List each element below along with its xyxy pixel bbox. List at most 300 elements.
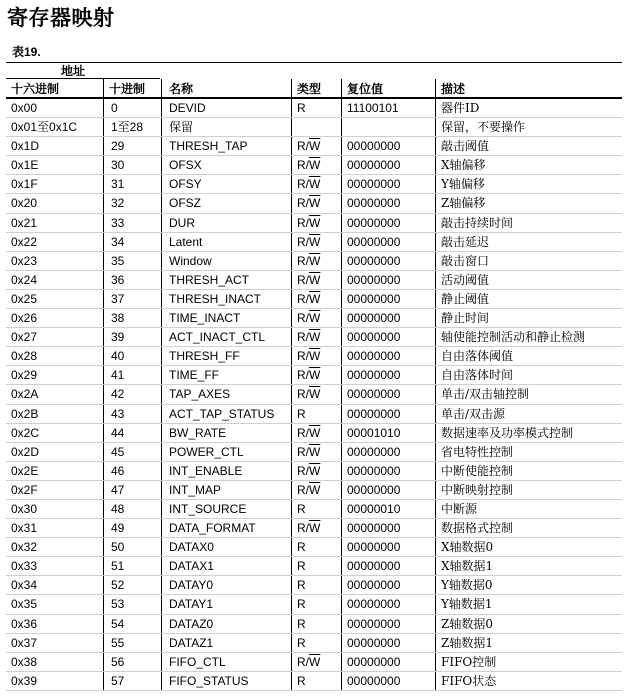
cell-register-name: DATAZ1 [169,635,214,650]
access-write-bar-part: $\overline{W}$ [309,521,321,536]
column-divider [161,79,162,97]
column-divider [435,175,436,194]
cell-access-type [297,347,320,366]
cell-description: 器件ID [441,101,480,115]
cell-reset-value: 11100101 [347,101,399,115]
column-divider [291,481,292,500]
column-divider [341,672,342,691]
column-divider [103,424,104,443]
cell-access-type [297,481,320,500]
column-divider [291,672,292,691]
access-read-part: R [297,101,306,115]
column-divider [291,290,292,309]
column-divider [291,557,292,576]
column-divider [435,271,436,290]
column-divider [435,443,436,462]
column-divider [435,99,436,118]
column-divider [161,271,162,290]
access-read-part: R [297,616,306,631]
cell-access-type [297,424,320,443]
column-divider [435,424,436,443]
cell-access-type [297,462,320,481]
column-divider [161,672,162,691]
cell-reset-value: 00000000 [347,463,401,478]
cell-register-name: THRESH_FF [169,349,240,364]
register-table-body [6,99,622,691]
cell-access-type [297,500,306,519]
column-divider [161,385,162,404]
cell-description: Z轴偏移 [441,196,486,211]
column-divider [161,137,162,156]
cell-reset-value: 00001010 [347,425,401,440]
cell-access-type [297,156,320,175]
column-divider [341,462,342,481]
column-divider [341,653,342,672]
access-read-part: R/ [297,444,309,459]
cell-dec-address: 48 [111,501,125,516]
access-write-bar-part: $\overline{W}$ [309,253,321,268]
cell-hex-address: 0x30 [11,501,38,516]
cell-access-type [297,538,306,557]
cell-description: 活动阈值 [441,272,490,287]
cell-description: 自由落体时间 [441,368,514,383]
column-divider [103,443,104,462]
cell-register-name: INT_ENABLE [169,463,243,478]
column-divider [341,328,342,347]
column-divider [341,290,342,309]
table-row [6,576,622,595]
column-divider [291,156,292,175]
column-divider [435,500,436,519]
column-divider [291,79,292,97]
cell-reset-value: 00000010 [347,501,401,516]
table-row [6,271,622,290]
access-write-bar-part: $\overline{W}$ [309,349,321,364]
cell-hex-address: 0x24 [11,272,38,287]
column-divider [103,615,104,634]
cell-register-name: OFSY [169,177,202,192]
access-read-part: R/ [297,253,309,268]
column-divider [103,328,104,347]
access-write-bar-part: $\overline{W}$ [309,215,321,230]
column-divider [161,214,162,233]
cell-register-name: DUR [169,215,195,230]
column-divider [341,481,342,500]
column-divider [103,500,104,519]
cell-dec-address: 49 [111,521,125,536]
cell-register-name: DATAX0 [169,540,214,555]
column-divider [341,538,342,557]
column-divider [291,538,292,557]
table-row [6,385,622,404]
column-divider [161,252,162,271]
cell-reset-value: 00000000 [347,654,401,669]
cell-access-type [297,194,320,213]
cell-register-name: TIME_FF [169,368,219,383]
column-divider [103,175,104,194]
column-divider [103,309,104,328]
cell-access-type [297,290,320,309]
access-write-bar-part: $\overline{W}$ [309,158,321,173]
cell-access-type [297,233,320,252]
table-row [6,481,622,500]
column-divider [435,557,436,576]
cell-access-type [297,557,306,576]
cell-dec-address: 44 [111,425,125,440]
table-top-rule [6,62,622,63]
column-divider [161,595,162,614]
column-divider [161,175,162,194]
column-divider [161,653,162,672]
cell-access-type [297,595,306,614]
cell-reset-value: 00000000 [347,482,401,497]
column-divider [291,366,292,385]
access-read-part: R/ [297,521,309,536]
cell-description: 敲击阈值 [441,139,490,154]
cell-reset-value: 00000000 [347,349,401,364]
cell-register-name: FIFO_CTL [169,654,226,669]
cell-dec-address: 36 [111,272,125,287]
cell-hex-address: 0x1E [11,158,39,173]
column-divider [341,519,342,538]
column-divider [291,443,292,462]
cell-hex-address: 0x1F [11,177,38,192]
cell-register-name: INT_SOURCE [169,501,247,516]
access-write-bar-part: $\overline{W}$ [309,234,321,249]
column-divider [161,634,162,653]
column-divider [103,118,104,137]
column-divider [341,576,342,595]
column-divider [435,290,436,309]
access-read-part: R/ [297,349,309,364]
cell-access-type [297,385,320,404]
column-divider [161,233,162,252]
column-divider [161,290,162,309]
column-divider [435,615,436,634]
column-divider [161,347,162,366]
cell-hex-address: 0x31 [11,521,38,536]
table-row [6,653,622,672]
cell-register-name: THRESH_INACT [169,291,262,306]
cell-dec-address: 30 [111,158,125,173]
column-divider [341,214,342,233]
cell-register-name: BW_RATE [169,425,227,440]
table-row [6,366,622,385]
cell-description: 敲击延迟 [441,234,490,249]
column-divider [161,481,162,500]
table-row [6,175,622,194]
access-write-bar-part: $\overline{W}$ [309,177,321,192]
column-divider [341,194,342,213]
column-divider [291,214,292,233]
cell-access-type [297,615,306,634]
column-divider [341,424,342,443]
access-read-part: R/ [297,139,309,154]
table-row [6,443,622,462]
cell-description: Z轴数据0 [441,616,493,631]
cell-description: FIFO状态 [441,673,497,688]
cell-dec-address: 46 [111,463,125,478]
cell-reset-value: 00000000 [347,158,401,173]
cell-description: Z轴数据1 [441,635,493,650]
column-divider [435,405,436,424]
cell-description: 轴使能控制活动和静止检测 [441,330,586,345]
access-read-part: R/ [297,291,309,306]
cell-hex-address: 0x01至0x1C [11,120,78,135]
cell-dec-address: 57 [111,673,125,688]
column-divider [291,175,292,194]
column-divider [103,576,104,595]
cell-reset-value: 00000000 [347,635,401,650]
cell-access-type [297,405,306,424]
column-divider [291,233,292,252]
cell-reset-value: 00000000 [347,291,401,306]
cell-description: Y轴数据0 [441,578,493,593]
column-divider [103,99,104,118]
access-read-part: R/ [297,425,309,440]
cell-dec-address: 37 [111,291,125,306]
column-divider [435,156,436,175]
cell-register-name: FIFO_STATUS [169,673,249,688]
cell-access-type [297,443,320,462]
column-divider [103,79,104,97]
column-divider [103,538,104,557]
column-divider [291,252,292,271]
cell-reset-value: 00000000 [347,559,401,574]
cell-register-name: OFSX [169,158,202,173]
cell-dec-address: 45 [111,444,125,459]
cell-reset-value: 00000000 [347,616,401,631]
page-title: 寄存器映射 [7,6,115,30]
column-divider [103,271,104,290]
access-read-part: R/ [297,196,309,211]
cell-dec-address: 50 [111,540,125,555]
table-row [6,595,622,614]
cell-dec-address: 29 [111,139,125,154]
cell-hex-address: 0x2D [11,444,40,459]
table-row [6,137,622,156]
column-divider [341,118,342,137]
table-row [6,194,622,213]
cell-reset-value: 00000000 [347,177,401,192]
column-divider [435,366,436,385]
column-divider [291,576,292,595]
column-divider [435,118,436,137]
column-divider [341,443,342,462]
access-read-part: R/ [297,330,309,345]
cell-dec-address: 40 [111,349,125,364]
cell-dec-address: 0 [111,101,118,115]
access-read-part: R/ [297,215,309,230]
cell-reset-value: 00000000 [347,253,401,268]
access-read-part: R/ [297,482,309,497]
cell-register-name: DATAX1 [169,559,214,574]
cell-access-type [297,672,306,691]
access-write-bar-part: $\overline{W}$ [309,425,321,440]
column-divider [435,519,436,538]
cell-dec-address: 39 [111,330,125,345]
cell-register-name: Latent [169,234,203,249]
cell-hex-address: 0x35 [11,597,38,612]
access-read-part: R [297,597,306,612]
cell-register-name: OFSZ [169,196,201,211]
column-divider [161,615,162,634]
column-divider [291,309,292,328]
column-divider [435,595,436,614]
cell-dec-address: 38 [111,311,125,326]
column-divider [161,538,162,557]
header-address-group: 地址 [61,64,86,78]
access-write-bar-part: $\overline{W}$ [309,311,321,326]
access-read-part: R/ [297,387,309,402]
cell-access-type [297,175,320,194]
access-write-bar-part: $\overline{W}$ [309,444,321,459]
cell-hex-address: 0x23 [11,253,38,268]
cell-dec-address: 1至28 [111,120,144,135]
access-read-part: R/ [297,234,309,249]
table-row [6,328,622,347]
cell-access-type [297,519,320,538]
column-divider [435,194,436,213]
cell-dec-address: 35 [111,253,125,268]
column-divider [103,252,104,271]
column-divider [341,634,342,653]
column-divider [103,233,104,252]
access-write-bar-part: $\overline{W}$ [309,463,321,478]
access-read-part: R [297,635,306,650]
cell-hex-address: 0x2A [11,387,39,402]
cell-description: 保留，不要操作 [441,120,526,135]
column-divider [435,462,436,481]
column-divider [291,99,292,118]
column-divider [161,500,162,519]
cell-register-name: DATA_FORMAT [169,521,256,536]
access-write-bar-part: $\overline{W}$ [309,368,321,383]
column-divider [341,405,342,424]
cell-dec-address: 47 [111,482,125,497]
column-divider [341,500,342,519]
cell-hex-address: 0x2F [11,482,38,497]
cell-access-type [297,576,306,595]
column-divider [103,385,104,404]
column-divider [435,385,436,404]
cell-hex-address: 0x2C [11,425,40,440]
column-divider [103,290,104,309]
cell-hex-address: 0x29 [11,368,38,383]
cell-dec-address: 54 [111,616,125,631]
column-divider [161,194,162,213]
column-divider [341,99,342,118]
column-divider [161,99,162,118]
cell-hex-address: 0x20 [11,196,38,211]
cell-access-type [297,252,320,271]
column-divider [161,156,162,175]
column-divider [103,347,104,366]
column-divider [291,405,292,424]
cell-reset-value: 00000000 [347,540,401,555]
column-divider [341,233,342,252]
access-write-bar-part: $\overline{W}$ [309,330,321,345]
column-divider [341,156,342,175]
cell-description: 中断使能控制 [441,463,514,478]
header-reset: 复位值 [347,82,384,96]
cell-hex-address: 0x2E [11,463,39,478]
access-read-part: R/ [297,463,309,478]
cell-register-name: POWER_CTL [169,444,244,459]
column-divider [435,137,436,156]
column-divider [341,137,342,156]
cell-reset-value: 00000000 [347,444,401,459]
cell-register-name: INT_MAP [169,482,222,497]
access-write-bar-part: $\overline{W}$ [309,139,321,154]
column-divider [341,175,342,194]
column-divider [435,252,436,271]
cell-description: X轴数据0 [441,540,494,555]
cell-access-type [297,366,320,385]
column-divider [103,214,104,233]
column-divider [341,595,342,614]
cell-description: 数据格式控制 [441,521,514,536]
cell-description: FIFO控制 [441,654,497,669]
cell-access-type [297,328,320,347]
cell-hex-address: 0x22 [11,234,38,249]
cell-hex-address: 0x39 [11,673,38,688]
cell-hex-address: 0x26 [11,311,38,326]
cell-dec-address: 55 [111,635,125,650]
table-caption: 表19. [12,45,41,59]
cell-description: 自由落体阈值 [441,349,514,364]
cell-dec-address: 32 [111,196,125,211]
cell-description: Y轴偏移 [441,177,485,192]
column-divider [103,156,104,175]
table-row [6,252,622,271]
column-divider [291,271,292,290]
column-divider [291,137,292,156]
column-divider [341,347,342,366]
access-write-bar-part: $\overline{W}$ [309,654,321,669]
column-divider [291,615,292,634]
table-row [6,233,622,252]
column-divider [291,500,292,519]
column-divider [435,653,436,672]
column-divider [291,519,292,538]
cell-description: 中断映射控制 [441,482,514,497]
column-divider [161,118,162,137]
table-row [6,538,622,557]
table-row [6,557,622,576]
column-divider [435,214,436,233]
column-divider [341,271,342,290]
column-divider [103,557,104,576]
cell-dec-address: 56 [111,654,125,669]
column-divider [341,79,342,97]
access-read-part: R/ [297,158,309,173]
access-read-part: R/ [297,272,309,287]
column-divider [161,462,162,481]
cell-dec-address: 51 [111,559,125,574]
column-divider [103,653,104,672]
cell-dec-address: 31 [111,177,125,192]
cell-access-type [297,99,306,118]
access-write-bar-part: $\overline{W}$ [309,272,321,287]
column-divider [435,79,436,97]
cell-hex-address: 0x28 [11,349,38,364]
table-row [6,156,622,175]
cell-description: X轴数据1 [441,559,494,574]
cell-access-type [297,214,320,233]
table-row [6,519,622,538]
cell-reset-value: 00000000 [347,368,401,383]
